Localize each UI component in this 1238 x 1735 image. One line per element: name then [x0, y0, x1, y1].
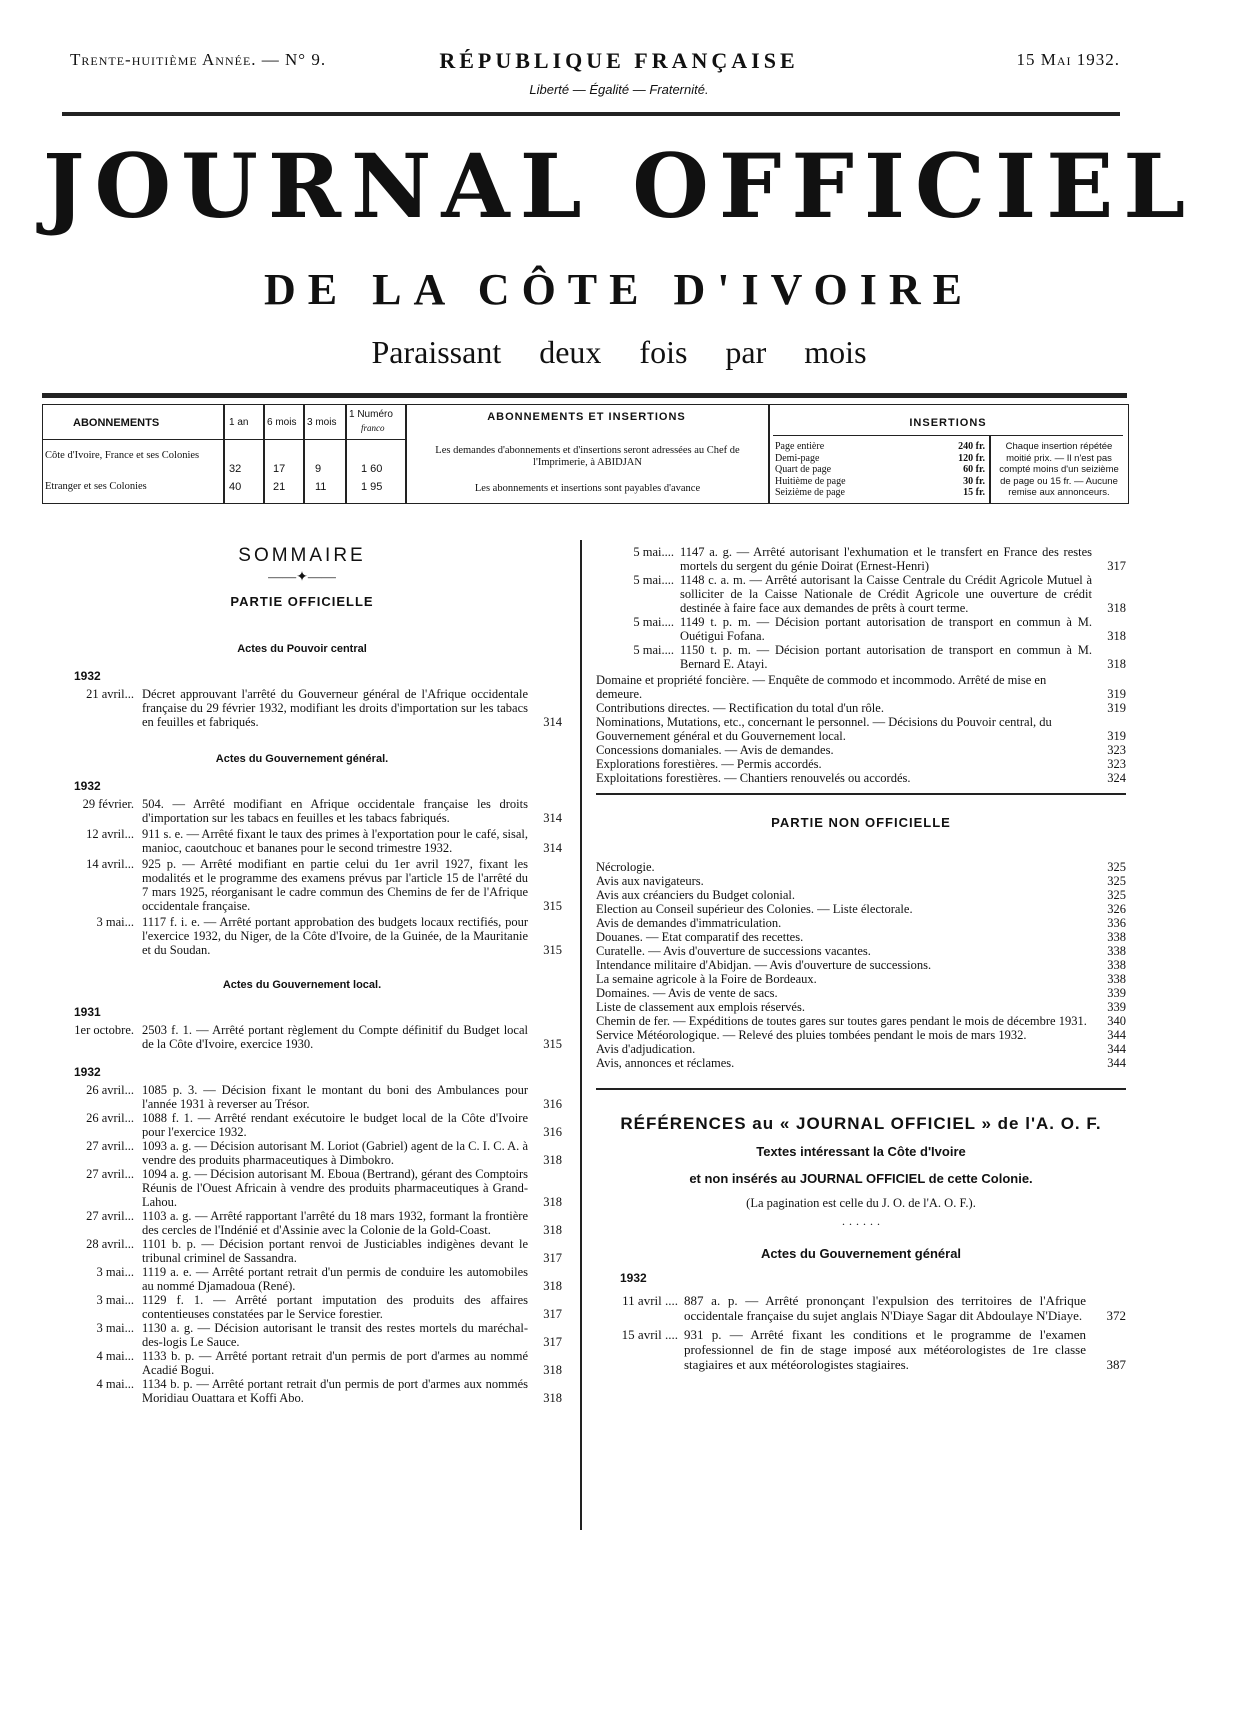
entry-date: 5 mai.... — [633, 643, 674, 657]
republic-heading: RÉPUBLIQUE FRANÇAISE — [439, 48, 799, 73]
list-item — [42, 827, 562, 855]
entry-date: 4 mai... — [96, 1377, 134, 1391]
col-1an: 1 an — [229, 417, 249, 428]
entry-text: 931 p. — Arrêté fixant les conditions et le programme de l'examen professionnel de fin de stage imposé aux météorologistes de 1re classe stagiaires et aux météorologistes stagiaires. — [684, 1326, 1086, 1372]
entry-page: 318 — [1107, 657, 1126, 671]
entry-text: 1147 a. g. — Arrêté autorisant l'exhumation et le transfert en France des restes mortels du sergent du génie Doirat (Ernest-Henri) — [680, 545, 1092, 573]
col-numero-sub: franco — [361, 423, 385, 433]
rate-price: 15 fr. — [963, 487, 985, 498]
gouvernement-local-heading: Actes du Gouvernement local. — [222, 979, 382, 991]
row2-numero: 1 95 — [361, 481, 383, 493]
references-line4: (La pagination est celle du J. O. de l'A. O. F.). — [746, 1195, 976, 1210]
entry-page: 314 — [543, 811, 562, 825]
list-item — [42, 1377, 562, 1405]
partie-officielle-heading: PARTIE OFFICIELLE — [230, 594, 374, 609]
entry-text: 1119 a. e. — Arrêté portant retrait d'un permis de conduire les automobiles au nommé Djamadoua (René). — [142, 1265, 528, 1293]
entry-text: Contributions directes. — Rectification du total d'un rôle. — [596, 701, 884, 715]
list-item — [42, 1209, 562, 1237]
list-item — [596, 701, 1126, 715]
list-item — [596, 874, 1126, 888]
entry-page: 325 — [1107, 873, 1126, 888]
entry-page: 319 — [1107, 687, 1126, 701]
entry-text: Domaines. — Avis de vente de sacs. — [596, 985, 778, 1000]
entry-text: 1134 b. p. — Arrêté portant retrait d'un permis de port d'armes aux nommés Moridiau Ouattara et Koffi Abo. — [142, 1377, 528, 1405]
entry-page: 340 — [1107, 1013, 1126, 1028]
section-rule — [596, 793, 1126, 795]
partie-non-officielle-heading: PARTIE NON OFFICIELLE — [771, 814, 951, 830]
entry-page: 318 — [543, 1363, 562, 1377]
list-item — [42, 1265, 562, 1293]
entry-text: 504. — Arrêté modifiant en Afrique occidentale française les droits d'importation sur les tabacs en feuilles et les tabacs fabriqués. — [142, 797, 528, 825]
entry-page: 316 — [543, 1097, 562, 1111]
entry-text: 1088 f. 1. — Arrêté rendant exécutoire le budget local de la Côte d'Ivoire pour l'exercice 1932. — [142, 1111, 528, 1139]
list-item — [596, 930, 1126, 944]
entry-page: 323 — [1107, 757, 1126, 771]
entry-date: 21 avril... — [86, 687, 134, 701]
list-item — [596, 1056, 1126, 1070]
entry-text: 1133 b. p. — Arrêté portant retrait d'un permis de port d'armes au nommé Acadié Bogui. — [142, 1349, 528, 1377]
entry-text: 1150 t. p. m. — Décision portant autorisation de transport en commun à M. Bernard E. Atayi. — [680, 643, 1092, 671]
entry-text: Intendance militaire d'Abidjan. — Avis d'ouverture de successions. — [596, 957, 932, 972]
entry-date: 3 mai... — [96, 1265, 134, 1279]
list-item — [42, 1167, 562, 1209]
sommaire-left-column — [42, 545, 562, 1405]
entry-text: Décret approuvant l'arrêté du Gouverneur général de l'Afrique occidentale française du 29 février 1932, modifiant les droits d'importation sur les tabacs en feuilles et fabriqués. — [142, 687, 528, 729]
sommaire-title: SOMMAIRE — [238, 545, 366, 566]
entry-page: 325 — [1107, 887, 1126, 902]
entry-text: 911 s. e. — Arrêté fixant le taux des primes à l'exportation pour le café, sisal, manioc, caoutchouc et bananes pour le second trimestre 1932. — [142, 827, 528, 855]
col-3mois: 3 mois — [307, 417, 337, 428]
entry-date: 3 mai... — [96, 915, 134, 929]
entry-page: 338 — [1107, 943, 1126, 958]
entry-text: Curatelle. — Avis d'ouverture de successions vacantes. — [596, 943, 871, 958]
entry-date: 26 avril... — [86, 1083, 134, 1097]
entry-text: 1129 f. 1. — Arrêté portant imputation des produits des affaires contentieuses constatées par le Service forestier. — [142, 1293, 528, 1321]
column-divider — [580, 540, 582, 1530]
entry-page: 318 — [543, 1195, 562, 1209]
entry-date: 27 avril... — [86, 1209, 134, 1223]
list-item — [42, 1237, 562, 1265]
row1-numero: 1 60 — [361, 463, 383, 475]
list-item — [42, 1083, 562, 1111]
row2-1an: 40 — [229, 481, 242, 493]
entry-text: Avis aux navigateurs. — [596, 873, 704, 888]
entry-date: 15 avril .... — [621, 1326, 678, 1342]
list-item — [42, 1321, 562, 1349]
sommaire-right-column — [596, 545, 1126, 1372]
entry-date: 5 mai.... — [633, 615, 674, 629]
abonnements-header: ABONNEMENTS — [73, 417, 160, 429]
entry-page: 315 — [543, 1037, 562, 1051]
rate-label: Quart de page — [775, 464, 832, 475]
entry-page: 317 — [543, 1251, 562, 1265]
entry-text: Election au Conseil supérieur des Colonies. — Liste électorale. — [596, 901, 913, 916]
pouvoir-central-heading: Actes du Pouvoir central — [237, 643, 367, 655]
entry-page: 319 — [1107, 701, 1126, 715]
entry-date: 14 avril... — [86, 857, 134, 871]
year-label: 1932 — [620, 1270, 647, 1285]
entry-page: 324 — [1107, 771, 1126, 785]
entry-page: 336 — [1107, 915, 1126, 930]
entry-page: 325 — [1107, 859, 1126, 874]
entry-date: 11 avril .... — [622, 1292, 678, 1308]
top-rule — [62, 112, 1120, 116]
issue-date: 15 Mai 1932. — [1016, 50, 1120, 69]
entry-page: 315 — [543, 899, 562, 913]
list-item — [596, 1042, 1126, 1056]
rate-price: 60 fr. — [963, 464, 985, 475]
entry-date: 3 mai... — [96, 1321, 134, 1335]
list-item — [42, 1023, 562, 1051]
entry-text: Service Météorologique. — Relevé des pluies tombées pendant le mois de mars 1932. — [596, 1027, 1027, 1042]
list-item — [596, 902, 1126, 916]
entry-page: 317 — [543, 1335, 562, 1349]
entry-date: 5 mai.... — [633, 545, 674, 559]
entry-page: 317 — [1107, 559, 1126, 573]
entry-page: 316 — [543, 1125, 562, 1139]
list-item — [596, 643, 1126, 671]
list-item — [596, 673, 1126, 701]
entry-date: 26 avril... — [86, 1111, 134, 1125]
entry-text: 925 p. — Arrêté modifiant en partie celui du 1er avril 1927, fixant les modalités et le programme des examens prévus par l'article 15 de l'arrêté du 7 mars 1925, réorganisant le cadre commun des Chemins de fer de l'Afrique occidentale française. — [142, 857, 528, 913]
row1-6mois: 17 — [273, 463, 286, 475]
entry-text: Liste de classement aux emplois réservés. — [596, 999, 805, 1014]
entry-page: 319 — [1107, 729, 1126, 743]
list-item — [596, 757, 1126, 771]
references-heading: Actes du Gouvernement général — [760, 1245, 962, 1261]
list-item — [596, 1014, 1126, 1028]
entry-page: 318 — [543, 1391, 562, 1405]
entry-date: 28 avril... — [86, 1237, 134, 1251]
entry-date: 27 avril... — [86, 1139, 134, 1153]
list-item — [596, 615, 1126, 643]
entry-text: 1085 p. 3. — Décision fixant le montant du boni des Ambulances pour l'année 1931 à reverser au Trésor. — [142, 1083, 528, 1111]
list-item — [596, 944, 1126, 958]
list-item — [596, 1293, 1126, 1323]
col-numero: 1 Numéro — [349, 409, 393, 420]
rate-label: Huitième de page — [775, 475, 846, 487]
entry-page: 344 — [1107, 1041, 1126, 1056]
entry-page: 344 — [1107, 1027, 1126, 1042]
entry-page: 317 — [543, 1307, 562, 1321]
row1-3mois: 9 — [315, 463, 322, 475]
entry-page: 318 — [543, 1153, 562, 1167]
list-item — [42, 1349, 562, 1377]
row2-6mois: 21 — [273, 481, 286, 493]
entry-text: Domaine et propriété foncière. — Enquête de commodo et incommodo. Arrêté de mise en demeure. — [596, 673, 1047, 701]
col-6mois: 6 mois — [267, 417, 297, 428]
list-item — [596, 771, 1126, 785]
rate-label: Page entière — [775, 441, 825, 452]
entry-page: 318 — [543, 1279, 562, 1293]
masthead-tagline: Paraissant deux fois par mois — [371, 334, 867, 370]
list-item — [596, 888, 1126, 902]
entry-date: 1er octobre. — [74, 1023, 134, 1037]
abon-ins-header: ABONNEMENTS ET INSERTIONS — [487, 411, 686, 423]
list-item — [42, 857, 562, 913]
list-item — [596, 986, 1126, 1000]
motto: Liberté — Égalité — Fraternité. — [529, 82, 709, 97]
gouvernement-general-heading: Actes du Gouvernement général. — [215, 753, 389, 765]
entry-date: 29 février. — [82, 797, 134, 811]
masthead-subtitle: DE LA CÔTE D'IVOIRE — [263, 265, 974, 314]
entry-text: 1101 b. p. — Décision portant renvoi de Justiciables indigènes devant le tribunal criminel de Sassandra. — [142, 1237, 528, 1265]
abon-ins-text2: Les abonnements et insertions sont payables d'avance — [474, 483, 701, 494]
list-item — [596, 715, 1126, 743]
list-item — [596, 743, 1126, 757]
entry-date: 5 mai.... — [633, 573, 674, 587]
entry-text: Nécrologie. — [596, 859, 655, 874]
entry-page: 339 — [1107, 999, 1126, 1014]
entry-page: 315 — [543, 943, 562, 957]
entry-page: 339 — [1107, 985, 1126, 1000]
rate-label: Demi-page — [775, 452, 820, 464]
list-item — [42, 797, 562, 825]
entry-text: 1130 a. g. — Décision autorisant le transit des restes mortels du maréchal-des-logis Le Sauce. — [142, 1321, 528, 1349]
list-item — [596, 545, 1126, 573]
insertions-header: INSERTIONS — [909, 417, 987, 429]
insertions-note: Chaque insertion répétée moitié prix. — Il n'est pas compté moins d'un seizième de page ou 15 fr. — Aucune remise aux annonceurs. — [999, 441, 1119, 498]
entry-text: 1103 a. g. — Arrêté rapportant l'arrêté du 18 mars 1932, formant la frontière des cercles de l'Indénié et d'Assinie avec la Colonie de la Gold-Coast. — [142, 1209, 528, 1237]
row2-3mois: 11 — [315, 481, 327, 493]
entry-text: 2503 f. 1. — Arrêté portant règlement du Compte définitif du Budget local de la Côte d'Ivoire, exercice 1930. — [142, 1023, 528, 1051]
abon-ins-text1: Les demandes d'abonnements et d'insertions seront adressées au Chef de l'Imprimerie, à ABIDJAN — [435, 445, 740, 468]
entry-page: 314 — [543, 841, 562, 855]
masthead-title: JOURNAL OFFICIEL — [42, 134, 1196, 238]
table-top-rule — [42, 393, 1127, 398]
entry-text: Avis d'adjudication. — [596, 1041, 696, 1056]
entry-text: Concessions domaniales. — Avis de demandes. — [596, 743, 834, 757]
entry-text: Nominations, Mutations, etc., concernant le personnel. — Décisions du Pouvoir central, du Gouvernement général et du Gouvernement local. — [596, 715, 1052, 743]
entry-page: 372 — [1106, 1307, 1126, 1323]
references-title: RÉFÉRENCES au « JOURNAL OFFICIEL » de l'A. O. F. — [620, 1113, 1102, 1133]
entry-text: Avis aux créanciers du Budget colonial. — [596, 887, 796, 902]
entry-text: Chemin de fer. — Expéditions de toutes gares sur toutes gares pendant le mois de décembre 1931. — [596, 1013, 1087, 1028]
entry-page: 344 — [1107, 1055, 1126, 1070]
references-line3: et non insérés au JOURNAL OFFICIEL de cette Colonie. — [689, 1170, 1033, 1186]
references-line2: Textes intéressant la Côte d'Ivoire — [756, 1143, 966, 1159]
entry-text: 1148 c. a. m. — Arrêté autorisant la Caisse Centrale du Crédit Agricole Mutuel à solliciter de la Caisse Nationale de Crédit Agricole une ouverture de crédit destinée à faire face aux demandes de prêts à court terme. — [680, 573, 1092, 615]
list-item — [596, 916, 1126, 930]
list-item — [596, 972, 1126, 986]
list-item — [42, 1111, 562, 1139]
rate-price: 240 fr. — [958, 441, 985, 452]
subscription-table — [42, 404, 1129, 504]
entry-page: 338 — [1107, 957, 1126, 972]
entry-date: 3 mai... — [96, 1293, 134, 1307]
entry-page: 338 — [1107, 929, 1126, 944]
list-item — [42, 1293, 562, 1321]
list-item — [42, 687, 562, 729]
rate-price: 120 fr. — [958, 452, 985, 464]
entry-text: Avis de demandes d'immatriculation. — [596, 915, 782, 930]
entry-text: Douanes. — Etat comparatif des recettes. — [596, 929, 804, 944]
ornament-divider: ——✦—— — [268, 570, 336, 585]
list-item — [596, 958, 1126, 972]
rate-price: 30 fr. — [963, 475, 985, 487]
entry-page: 314 — [543, 715, 562, 729]
list-item — [42, 915, 562, 957]
entry-page: 318 — [1107, 629, 1126, 643]
section-rule — [596, 1088, 1126, 1090]
entry-text: 887 a. p. — Arrêté prononçant l'expulsion des territoires de l'Afrique occidentale française du sujet anglais N'Diaye Sagar dit Abdoulaye N'Diaye. — [684, 1292, 1086, 1323]
entry-text: 1093 a. g. — Décision autorisant M. Loriot (Gabriel) agent de la C. I. C. A. à vendre des produits pharmaceutiques à Dimbokro. — [142, 1139, 528, 1167]
year-label: 1932 — [74, 1065, 101, 1079]
entry-text: 1094 a. g. — Décision autorisant M. Eboua (Bertrand), gérant des Comptoirs Réunis de l'Ouest Africain à vendre des produits pharmaceutiques à Grand-Lahou. — [142, 1167, 528, 1209]
row2-label: Etranger et ses Colonies — [45, 481, 147, 492]
list-item — [596, 1327, 1126, 1372]
entry-text: Exploitations forestières. — Chantiers renouvelés ou accordés. — [596, 771, 911, 785]
entry-page: 387 — [1106, 1356, 1126, 1372]
entry-text: Avis, annonces et réclames. — [596, 1055, 735, 1070]
entry-text: 1149 t. p. m. — Décision portant autorisation de transport en commun à M. Ouétigui Fofana. — [680, 615, 1092, 643]
entry-date: 12 avril... — [86, 827, 134, 841]
year-label: 1931 — [74, 1005, 101, 1019]
ornament-divider: · · · · · · — [841, 1216, 881, 1231]
entry-page: 338 — [1107, 971, 1126, 986]
insertions-rates — [775, 441, 985, 499]
year-label: 1932 — [74, 779, 101, 793]
issue-info: Trente-huitième Année. — N° 9. — [70, 50, 327, 69]
list-item — [596, 1028, 1126, 1042]
entry-date: 4 mai... — [96, 1349, 134, 1363]
year-label: 1932 — [74, 669, 101, 683]
entry-text: La semaine agricole à la Foire de Bordeaux. — [596, 971, 817, 986]
list-item — [596, 573, 1126, 615]
list-item — [596, 1000, 1126, 1014]
entry-page: 326 — [1107, 901, 1126, 916]
row1-1an: 32 — [229, 463, 242, 475]
entry-text: Explorations forestières. — Permis accordés. — [596, 757, 822, 771]
entry-text: 1117 f. i. e. — Arrêté portant approbation des budgets locaux rectifiés, pour l'exercice 1932, du Niger, de la Côte d'Ivoire, de la Guinée, de la Mauritanie et du Soudan. — [142, 915, 528, 957]
entry-page: 323 — [1107, 743, 1126, 757]
entry-page: 318 — [1107, 601, 1126, 615]
entry-page: 318 — [543, 1223, 562, 1237]
rate-label: Seizième de page — [775, 487, 845, 498]
entry-date: 27 avril... — [86, 1167, 134, 1181]
list-item — [596, 860, 1126, 874]
row1-label: Côte d'Ivoire, France et ses Colonies — [45, 450, 200, 461]
list-item — [42, 1139, 562, 1167]
